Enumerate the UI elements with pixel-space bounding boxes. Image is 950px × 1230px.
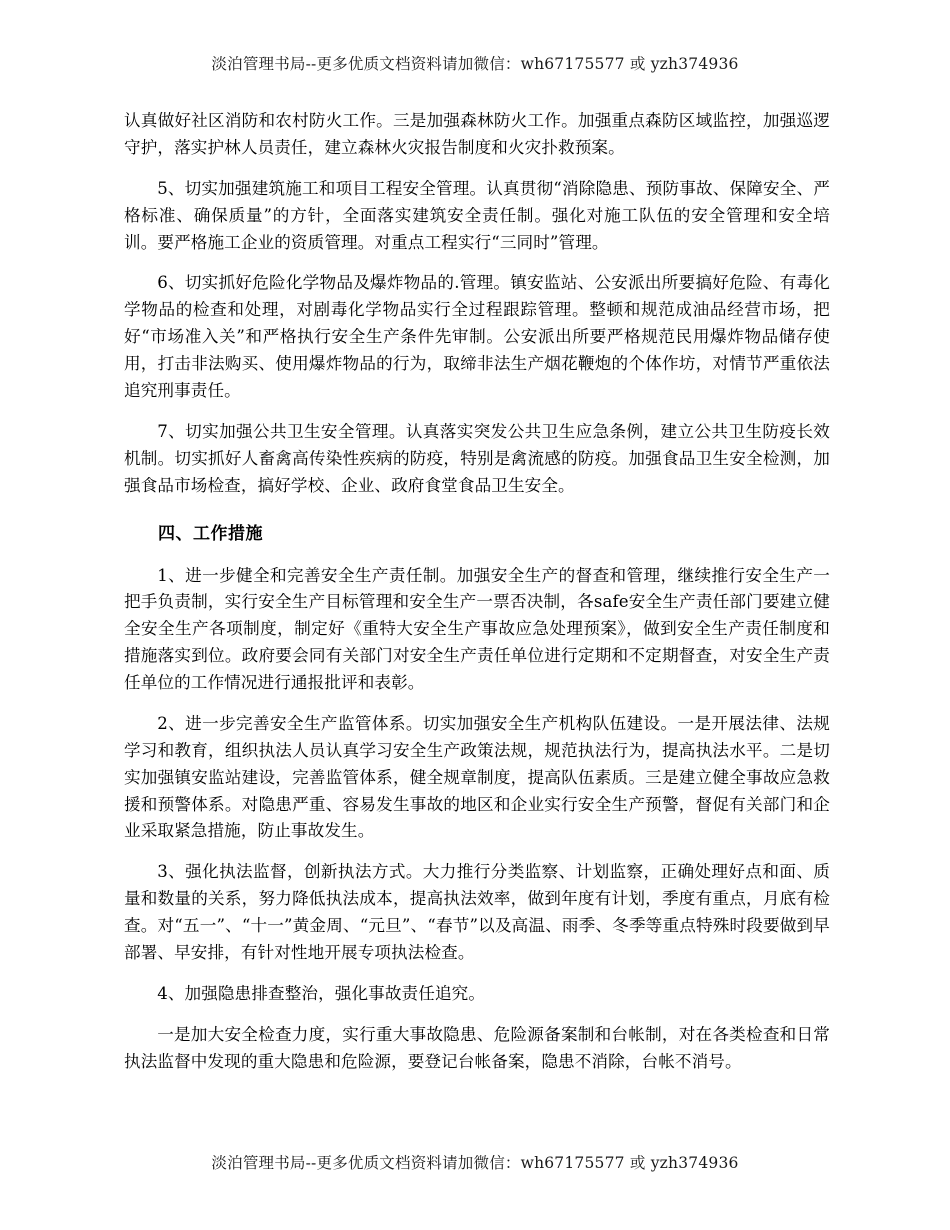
page-header-note: 淡泊管理书局--更多优质文档资料请加微信：wh67175577 或 yzh374936 — [211, 55, 739, 73]
paragraph: 6、切实抓好危险化学物品及爆炸物品的.管理。镇安监站、公安派出所要搞好危险、有毒化学物品的检查和处理，对剧毒化学物品实行全过程跟踪管理。整顿和规范成油品经营市场，把好“市场准入关”和严格执行安全生产条件先审制。公安派出所要严格规范民用爆炸物品储存使用，打击非法购买、使用爆炸物品的行为，取缔非法生产烟花鞭炮的个体作坊，对情节严重依法追究刑事责任。 — [124, 273, 830, 400]
paragraph: 5、切实加强建筑施工和项目工程安全管理。认真贯彻“消除隐患、预防事故、保障安全、严格标准、确保质量”的方针，全面落实建筑安全责任制。强化对施工队伍的安全管理和安全培训。要严格施工企业的资质管理。对重点工程实行“三同时”管理。 — [124, 178, 830, 252]
paragraph: 认真做好社区消防和农村防火工作。三是加强森林防火工作。加强重点森防区域监控，加强巡逻守护，落实护林人员责任，建立森林火灾报告制度和火灾扑救预案。 — [124, 111, 830, 157]
paragraph: 1、进一步健全和完善安全生产责任制。加强安全生产的督查和管理，继续推行安全生产一把手负责制，实行安全生产目标管理和安全生产一票否决制，各safe安全生产责任部门要建立健全安全生产各项制度，制定好《重特大安全生产事故应急处理预案》，做到安全生产责任制度和措施落实到位。政府要会同有关部门对安全生产责任单位进行定期和不定期督查，对安全生产责任单位的工作情况进行通报批评和表彰。 — [124, 565, 830, 693]
document-body — [124, 108, 830, 1075]
paragraph: 2、进一步完善安全生产监管体系。切实加强安全生产机构队伍建设。一是开展法律、法规学习和教育，组织执法人员认真学习安全生产政策法规，规范执法行为，提高执法水平。二是切实加强镇安监站建设，完善监管体系，健全规章制度，提高队伍素质。三是建立健全事故应急救援和预警体系。对隐患严重、容易发生事故的地区和企业实行安全生产预警，督促有关部门和企业采取紧急措施，防止事故发生。 — [124, 713, 830, 841]
paragraph: 一是加大安全检查力度，实行重大事故隐患、危险源备案制和台帐制，对在各类检查和日常执法监督中发现的重大隐患和危险源，要登记台帐备案，隐患不消除，台帐不消号。 — [124, 1024, 830, 1071]
page-footer-note: 淡泊管理书局--更多优质文档资料请加微信：wh67175577 或 yzh374936 — [211, 1154, 739, 1172]
paragraph: 4、加强隐患排查整治，强化事故责任追究。 — [157, 983, 486, 1003]
section-heading: 四、工作措施 — [158, 524, 263, 545]
paragraph: 7、切实加强公共卫生安全管理。认真落实突发公共卫生应急条例，建立公共卫生防疫长效机制。切实抓好人畜禽高传染性疾病的防疫，特别是禽流感的防疫。加强食品卫生安全检测，加强食品市场检查，搞好学校、企业、政府食堂食品卫生安全。 — [124, 421, 830, 495]
paragraph: 3、强化执法监督，创新执法方式。大力推行分类监察、计划监察，正确处理好点和面、质量和数量的关系，努力降低执法成本，提高执法效率，做到年度有计划，季度有重点，月底有检查。对“五一”、“十一”黄金周、“元旦”、“春节”以及高温、雨季、冬季等重点特殊时段要做到早部署、早安排，有针对性地开展专项执法检查。 — [124, 862, 830, 962]
